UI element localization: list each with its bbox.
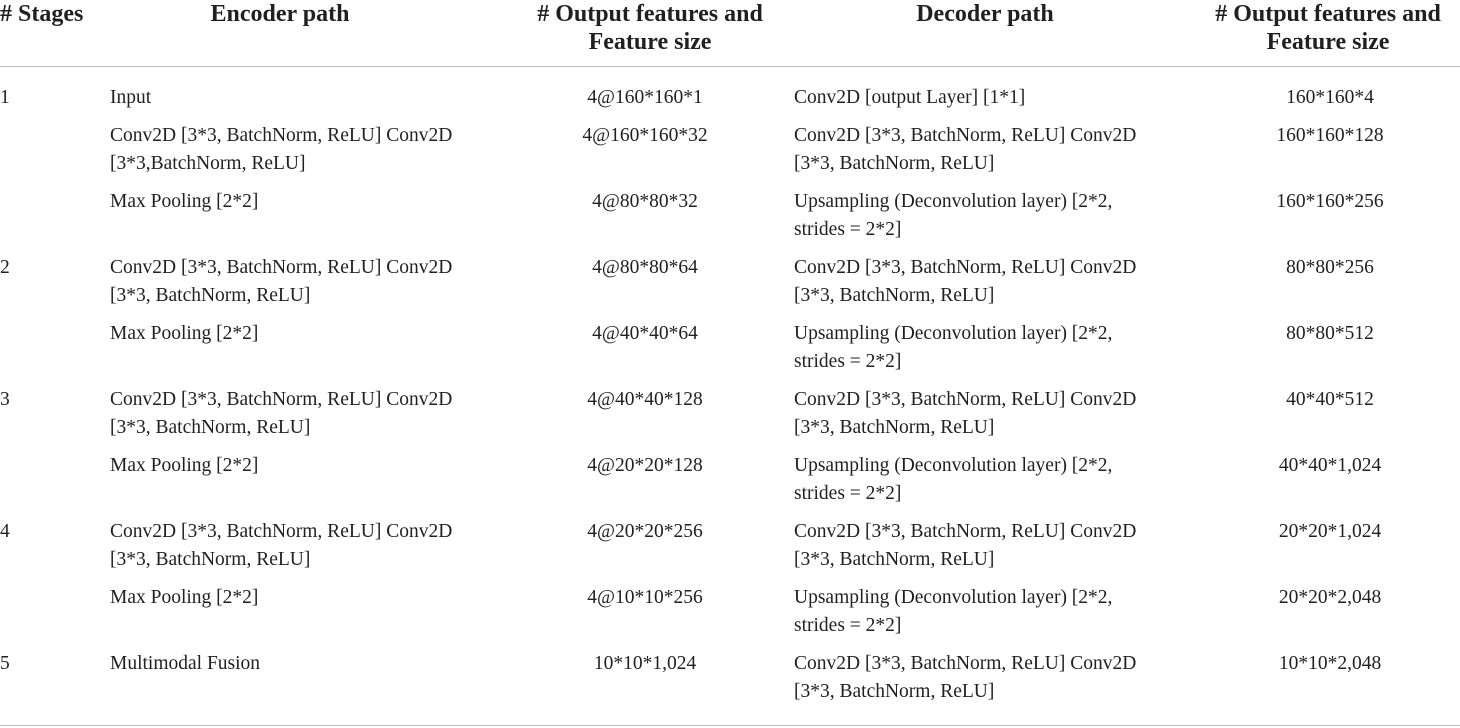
encoder-path-cell bbox=[110, 452, 500, 480]
encoder-size-cell: 4@40*40*128 bbox=[587, 389, 703, 410]
encoder-size-cell: 4@160*160*32 bbox=[582, 125, 708, 146]
encoder-path-cell-line: Multimodal Fusion bbox=[110, 653, 261, 674]
decoder-size-cell: 40*40*512 bbox=[1286, 389, 1374, 410]
encoder-path-cell-line: Max Pooling [2*2] bbox=[110, 191, 259, 212]
encoder-path-cell-line: [3*3, BatchNorm, ReLU] bbox=[110, 285, 311, 306]
header-decoder-path: Decoder path bbox=[916, 1, 1054, 27]
encoder-path-cell-line: Conv2D [3*3, BatchNorm, ReLU] Conv2D bbox=[110, 389, 453, 410]
header-decoder-output-line1: # Output features and bbox=[1215, 1, 1441, 27]
decoder-path-cell-line: [3*3, BatchNorm, ReLU] bbox=[794, 417, 995, 438]
decoder-path-cell-line: Conv2D [3*3, BatchNorm, ReLU] Conv2D bbox=[794, 125, 1137, 146]
encoder-path-cell bbox=[110, 254, 500, 310]
encoder-path-cell bbox=[110, 122, 500, 178]
decoder-size-cell: 160*160*256 bbox=[1276, 191, 1384, 212]
decoder-path-cell-line: [3*3, BatchNorm, ReLU] bbox=[794, 153, 995, 174]
decoder-path-cell-line: Conv2D [3*3, BatchNorm, ReLU] Conv2D bbox=[794, 521, 1137, 542]
decoder-path-cell-line: Conv2D [3*3, BatchNorm, ReLU] Conv2D bbox=[794, 257, 1137, 278]
decoder-path-cell-line: strides = 2*2] bbox=[794, 483, 902, 504]
stage-cell: 5 bbox=[0, 653, 10, 674]
encoder-path-cell bbox=[110, 84, 500, 112]
decoder-path-cell-line: Conv2D [output Layer] [1*1] bbox=[794, 87, 1026, 108]
decoder-path-cell-line: strides = 2*2] bbox=[794, 219, 902, 240]
decoder-size-cell: 160*160*128 bbox=[1276, 125, 1384, 146]
encoder-path-cell-line: Max Pooling [2*2] bbox=[110, 587, 259, 608]
decoder-path-cell bbox=[794, 650, 1184, 706]
decoder-path-cell-line: Upsampling (Deconvolution layer) [2*2, bbox=[794, 587, 1113, 608]
decoder-path-cell bbox=[794, 584, 1184, 640]
encoder-path-cell-line: Conv2D [3*3, BatchNorm, ReLU] Conv2D bbox=[110, 257, 453, 278]
encoder-path-cell-line: Conv2D [3*3, BatchNorm, ReLU] Conv2D bbox=[110, 521, 453, 542]
header-rule bbox=[0, 66, 1460, 67]
encoder-path-cell-line: Input bbox=[110, 87, 152, 108]
decoder-path-cell bbox=[794, 122, 1184, 178]
header-encoder-output-line2: Feature size bbox=[588, 29, 712, 55]
decoder-path-cell bbox=[794, 386, 1184, 442]
encoder-path-cell bbox=[110, 518, 500, 574]
encoder-path-cell bbox=[110, 386, 500, 442]
stage-cell: 2 bbox=[0, 257, 10, 278]
encoder-path-cell-line: [3*3, BatchNorm, ReLU] bbox=[110, 549, 311, 570]
decoder-size-cell: 80*80*512 bbox=[1286, 323, 1374, 344]
stage-cell: 4 bbox=[0, 521, 10, 542]
encoder-size-cell: 10*10*1,024 bbox=[593, 653, 697, 674]
encoder-size-cell: 4@80*80*32 bbox=[592, 191, 698, 212]
encoder-size-cell: 4@10*10*256 bbox=[587, 587, 703, 608]
decoder-path-cell bbox=[794, 452, 1184, 508]
encoder-path-cell-line: Conv2D [3*3, BatchNorm, ReLU] Conv2D bbox=[110, 125, 453, 146]
decoder-size-cell: 80*80*256 bbox=[1286, 257, 1374, 278]
decoder-path-cell-line: [3*3, BatchNorm, ReLU] bbox=[794, 285, 995, 306]
header-encoder-output-line1: # Output features and bbox=[537, 1, 763, 27]
encoder-size-cell: 4@20*20*128 bbox=[587, 455, 703, 476]
decoder-path-cell-line: Upsampling (Deconvolution layer) [2*2, bbox=[794, 323, 1113, 344]
header-decoder-output-line2: Feature size bbox=[1266, 29, 1390, 55]
stage-cell: 3 bbox=[0, 389, 10, 410]
encoder-path-cell bbox=[110, 650, 500, 678]
encoder-size-cell: 4@160*160*1 bbox=[587, 87, 703, 108]
decoder-path-cell-line: [3*3, BatchNorm, ReLU] bbox=[794, 549, 995, 570]
decoder-size-cell: 40*40*1,024 bbox=[1278, 455, 1382, 476]
encoder-size-cell: 4@20*20*256 bbox=[587, 521, 703, 542]
decoder-path-cell-line: Conv2D [3*3, BatchNorm, ReLU] Conv2D bbox=[794, 653, 1137, 674]
encoder-path-cell-line: Max Pooling [2*2] bbox=[110, 323, 259, 344]
decoder-path-cell-line: strides = 2*2] bbox=[794, 351, 902, 372]
encoder-path-cell bbox=[110, 584, 500, 612]
decoder-path-cell-line: [3*3, BatchNorm, ReLU] bbox=[794, 681, 995, 702]
encoder-size-cell: 4@40*40*64 bbox=[592, 323, 698, 344]
encoder-path-cell-line: Max Pooling [2*2] bbox=[110, 455, 259, 476]
decoder-path-cell-line: Upsampling (Deconvolution layer) [2*2, bbox=[794, 191, 1113, 212]
header-decoder-output bbox=[1196, 0, 1460, 56]
encoder-path-cell bbox=[110, 320, 500, 348]
decoder-path-cell-line: Conv2D [3*3, BatchNorm, ReLU] Conv2D bbox=[794, 389, 1137, 410]
decoder-size-cell: 10*10*2,048 bbox=[1278, 653, 1382, 674]
decoder-size-cell: 20*20*2,048 bbox=[1278, 587, 1382, 608]
encoder-path-cell bbox=[110, 188, 500, 216]
encoder-size-cell: 4@80*80*64 bbox=[592, 257, 698, 278]
table-header bbox=[0, 0, 1460, 66]
header-encoder-path: Encoder path bbox=[210, 1, 350, 27]
header-stages: # Stages bbox=[0, 1, 84, 27]
stage-cell: 1 bbox=[0, 87, 10, 108]
decoder-path-cell bbox=[794, 320, 1184, 376]
decoder-path-cell-line: strides = 2*2] bbox=[794, 615, 902, 636]
encoder-path-cell-line: [3*3, BatchNorm, ReLU] bbox=[110, 417, 311, 438]
decoder-path-cell-line: Upsampling (Deconvolution layer) [2*2, bbox=[794, 455, 1113, 476]
bottom-rule bbox=[0, 725, 1460, 726]
header-encoder-output bbox=[510, 0, 790, 56]
decoder-size-cell: 20*20*1,024 bbox=[1278, 521, 1382, 542]
decoder-path-cell bbox=[794, 84, 1184, 112]
decoder-path-cell bbox=[794, 188, 1184, 244]
encoder-path-cell-line: [3*3,BatchNorm, ReLU] bbox=[110, 153, 306, 174]
decoder-size-cell: 160*160*4 bbox=[1286, 87, 1374, 108]
decoder-path-cell bbox=[794, 254, 1184, 310]
decoder-path-cell bbox=[794, 518, 1184, 574]
